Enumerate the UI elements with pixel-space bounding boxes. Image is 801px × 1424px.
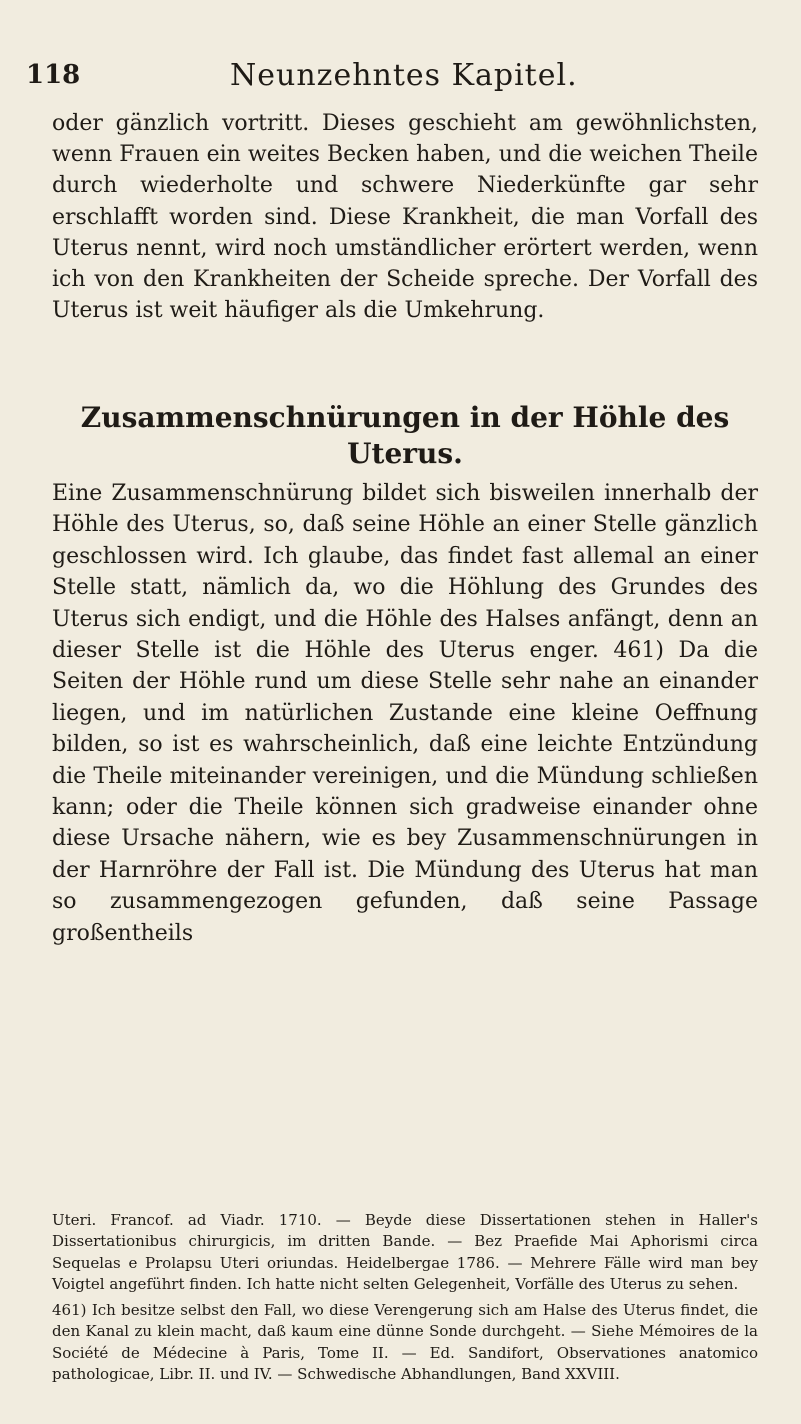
page-number: 118 [26, 60, 81, 90]
paragraph-2: Eine Zusammenschnürung bildet sich bisweilen innerhalb der Höhle des Uterus, so, daß seine Höhle an einer Stelle gänzlich geschlossen wird. Ich glaube, das findet fast allemal an einer Stelle statt, nämlich da, wo die Höhlung des Grundes des Uterus sich endigt, und die Höhle des Halses anfängt, denn an dieser Stelle ist die Höhle des Uterus enger. 461) Da die Seiten der Höhle rund um diese Stelle sehr nahe an einander liegen, und im natürlichen Zustande eine kleine Oeffnung bilden, so ist es wahrscheinlich, daß eine leichte Entzündung die Theile miteinander vereinigen, und die Mündung schließen kann; oder die Theile können sich gradweise einander ohne diese Ursache nähern, wie es bey Zusammenschnürungen in der Harnröhre der Fall ist. Die Mündung des Uterus hat man so zusammengezogen gefunden, daß seine Passage großentheils [52, 481, 758, 946]
footnote-461: 461) Ich besitze selbst den Fall, wo diese Verengerung sich am Halse des Uterus findet, die den Kanal zu klein macht, daß kaum eine dünne Sonde durchgeht. — Siehe Mémoires de la Société de Médecine à Paris, Tome II. — Ed. Sandifort, Observationes anatomico pathologicae, Libr. II. und IV. — Schwedische Abhandlungen, Band XXVIII. [52, 1301, 758, 1383]
section-heading: Zusammenschnürungen in der Höhle des Uterus. [80, 401, 730, 470]
footnote-continued: Uteri. Francof. ad Viadr. 1710. — Beyde diese Dissertationen stehen in Haller's Dissertationibus chirurgicis, im dritten Bande. — Bez Praefide Mai Aphorismi circa Sequelas e Prolapsu Uteri oriundas. Heidelbergae 1786. — Mehrere Fälle wird man bey Voigtel angeführt finden. Ich hatte nicht selten Gelegenheit, Vorfälle des Uterus zu sehen. [52, 1211, 758, 1293]
page-header [0, 58, 801, 92]
paragraph-1: oder gänzlich vortritt. Dieses geschieht am gewöhnlichsten, wenn Frauen ein weites Becken haben, und die weichen Theile durch wiederholte und schwere Niederkünfte gar sehr erschlafft worden sind. Diese Krankheit, die man Vorfall des Uterus nennt, wird noch umständlicher erörtert werden, wenn ich von den Krankheiten der Scheide spreche. Der Vorfall des Uterus ist weit häufiger als die Umkehrung. [52, 111, 758, 324]
running-head: Neunzehntes Kapitel. [230, 58, 578, 93]
